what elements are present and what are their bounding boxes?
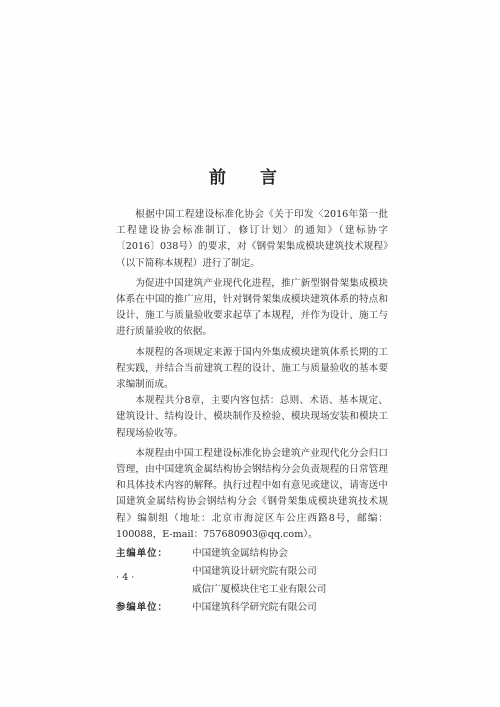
chief-unit-3: 威信广厦模块住宅工业有限公司 [192,584,327,596]
chief-unit-row [116,581,388,599]
chief-unit-label: 主编单位： [116,548,168,560]
chief-unit-1: 中国建筑金属结构协会 [192,548,288,560]
chief-unit-2: 中国建筑设计研究院有限公司 [192,566,317,578]
participating-unit-label: 参编单位： [116,602,168,614]
participating-unit-1: 中国建筑科学研究院有限公司 [192,602,317,614]
editing-units [116,545,388,617]
page-number: · 4 · [116,572,135,583]
page-heading: 前 言 [209,168,291,188]
chief-unit-row [116,563,388,581]
preface-paragraph-4: 本规程共分8章，主要内容包括：总则、术语、基本规定、建筑设计、结构设计、模块制作及检验、模块现场安装和模块工程现场验收等。 [116,395,388,439]
participating-unit-row [116,599,388,617]
preface-body [116,207,388,617]
preface-paragraph-3: 本规程的各项规定来源于国内外集成模块建筑体系长期的工程实践，并结合当前建筑工程的设计、施工与质量验收的基本要求编制而成。 [116,346,388,391]
preface-paragraph-2: 为促进中国建筑产业现代化进程，推广新型钢骨架集成模块体系在中国的推广应用，针对钢骨架集成模块建筑体系的特点和设计、施工与质量验收要求起草了本规程，并作为设计、施工与进行质量验收的依据。 [116,277,388,338]
preface-paragraph-1: 根据中国工程建设标准化协会《关于印发〈2016年第一批工程建设协会标准制订、修订计划〉的通知》（建标协字〔2016〕038号）的要求，对《钢骨架集成模块建筑技术规程》（以下简称本规程）进行了制定。 [116,209,388,269]
chief-unit-row [116,545,388,563]
preface-paragraph-5: 本规程由中国工程建设标准化协会建筑产业现代化分会归口管理，由中国建筑金属结构协会钢结构分会负责规程的日常管理和具体技术内容的解释。执行过程中如有意见或建议，请寄送中国建筑金属结构协会钢结构分会《钢骨架集成模块建筑技术规程》编制组（地址：北京市海淀区车公庄西路8号，邮编：100088，E-mail：757680903@qq.com）。 [116,447,388,540]
